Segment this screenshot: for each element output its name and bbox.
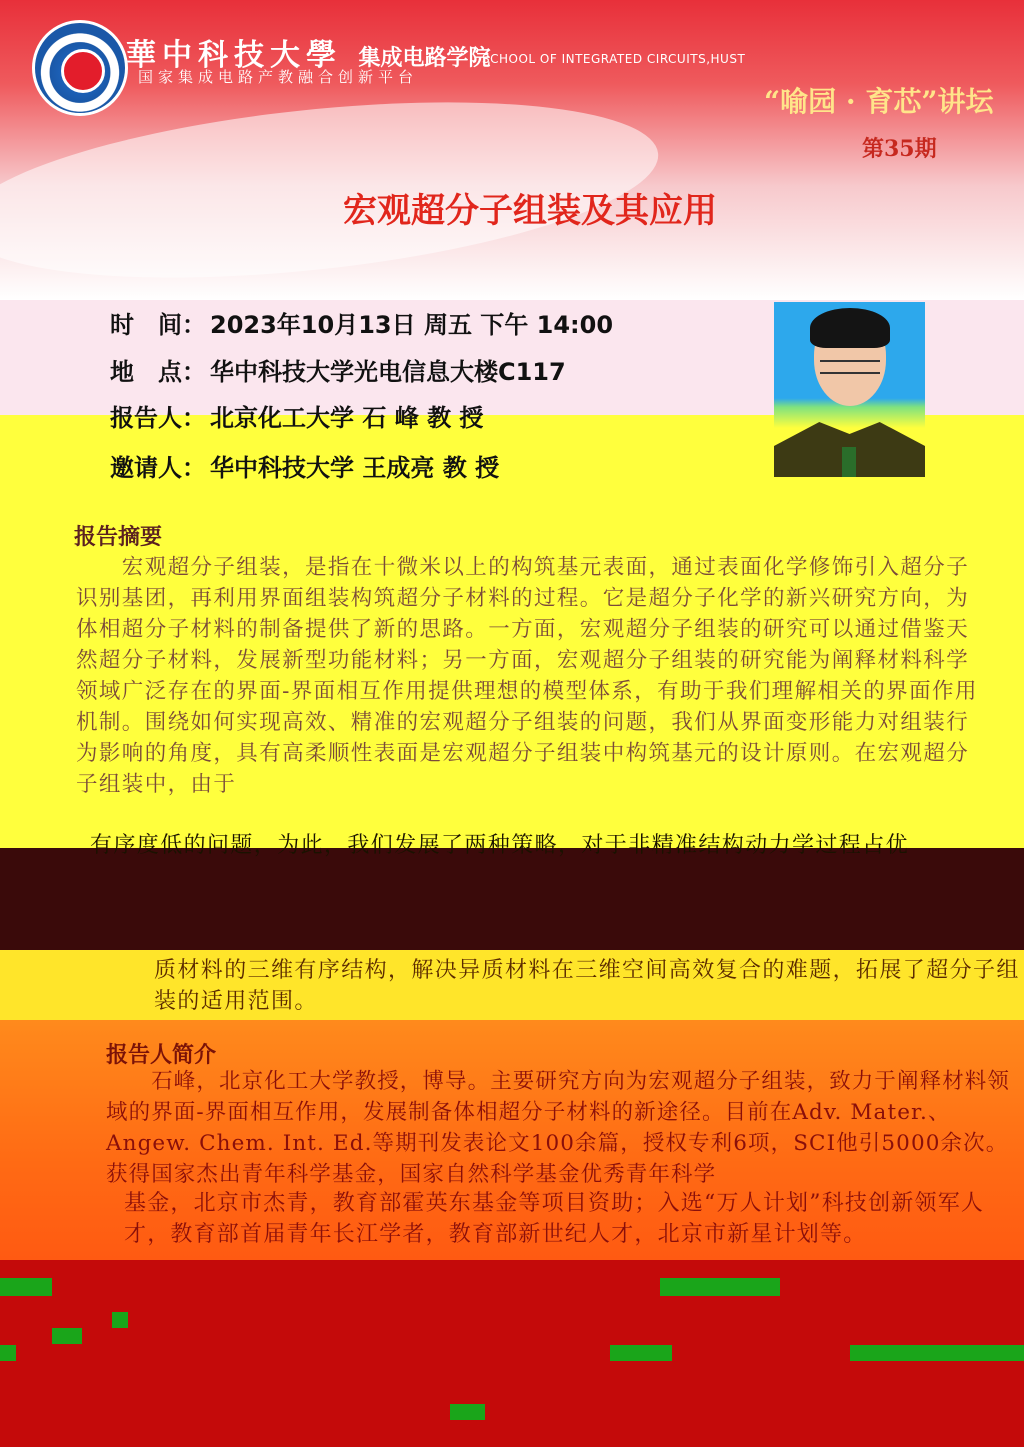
glitch-block	[450, 1404, 485, 1420]
abstract-text: 宏观超分子组装，是指在十微米以上的构筑基元表面，通过表面化学修饰引入超分子识别基团，再利用界面组装构筑超分子材料的过程。它是超分子化学的新兴研究方向，为体相超分子材料的制备提供了新的思路。一方面，宏观超分子组装的研究可以通过借鉴天然超分子材料，发展新型功能材料；另一方面，宏观超分子组装的研究能为阐释材料科学领域广泛存在的界面-界面相互作用提供理想的模型体系，有助于我们理解相关的界面作用机制。围绕如何实现高效、精准的宏观超分子组装的问题，我们从界面变形能力对组装行为影响的角度，具有高柔顺性表面是宏观超分子组装中构筑基元的设计原则。在宏观超分子组装中，由于	[76, 555, 978, 797]
university-logo	[32, 20, 128, 116]
abstract-text-3: 质材料的三维有序结构，解决异质材料在三维空间高效复合的难题，拓展了超分子组装的适用范围。	[154, 958, 1020, 1014]
speaker-value: 北京化工大学 石 峰 教 授	[210, 404, 484, 432]
issue-number: 第35期	[862, 136, 937, 162]
bio-heading: 报告人简介	[106, 1043, 217, 1068]
glitch-block	[52, 1328, 82, 1344]
abstract-text-2: 有序度低的问题，为此，我们发展了两种策略，对于非精准结构动力学过程占优	[90, 833, 910, 858]
time-label: 时 间：	[110, 311, 206, 339]
host-label: 邀请人：	[110, 454, 206, 482]
abstract-heading: 报告摘要	[74, 525, 163, 550]
glitch-block	[660, 1278, 780, 1296]
glitch-block	[0, 1278, 52, 1296]
place-label: 地 点：	[110, 358, 206, 386]
glitch-block	[850, 1345, 1024, 1361]
lecture-title: 宏观超分子组装及其应用	[343, 191, 717, 231]
logo-emblem-icon	[61, 49, 105, 93]
platform-name: 国家集成电路产教融合创新平台	[138, 68, 419, 86]
info-speaker	[110, 398, 483, 433]
place-value: 华中科技大学光电信息大楼C117	[210, 358, 566, 386]
forum-name: “喻园 · 育芯”讲坛	[764, 85, 994, 118]
bio-text-2: 基金，北京市杰青，教育部霍英东基金等项目资助；入选“万人计划”科技创新领军人才，教育部首届青年长江学者，教育部新世纪人才，北京市新星计划等。	[124, 1191, 985, 1247]
bio-text: 石峰，北京化工大学教授，博导。主要研究方向为宏观超分子组装，致力于阐释材料领域的界面-界面相互作用，发展制备体相超分子材料的新途径。目前在Adv. Mater.、Angew. Chem. Int. Ed.等期刊发表论文100余篇，授权专利6项，SCI他引5000余次。获得国家杰出青年科学基金，国家自然科学基金优秀青年科学	[106, 1069, 1011, 1187]
glitch-block	[112, 1312, 128, 1328]
school-name: 華中科技大學 集成电路学院	[126, 38, 491, 73]
glitch-block	[610, 1345, 672, 1361]
host-value: 华中科技大学 王成亮 教 授	[210, 454, 500, 482]
speaker-label: 报告人：	[110, 404, 206, 432]
info-host	[110, 448, 499, 483]
info-place	[110, 352, 566, 387]
school-english-name: SCHOOL OF INTEGRATED CIRCUITS,HUST	[482, 52, 746, 66]
time-value: 2023年10月13日 周五 下午 14:00	[210, 311, 614, 339]
glitch-block	[0, 1345, 16, 1361]
info-time	[110, 305, 613, 340]
speaker-photo	[774, 302, 925, 477]
